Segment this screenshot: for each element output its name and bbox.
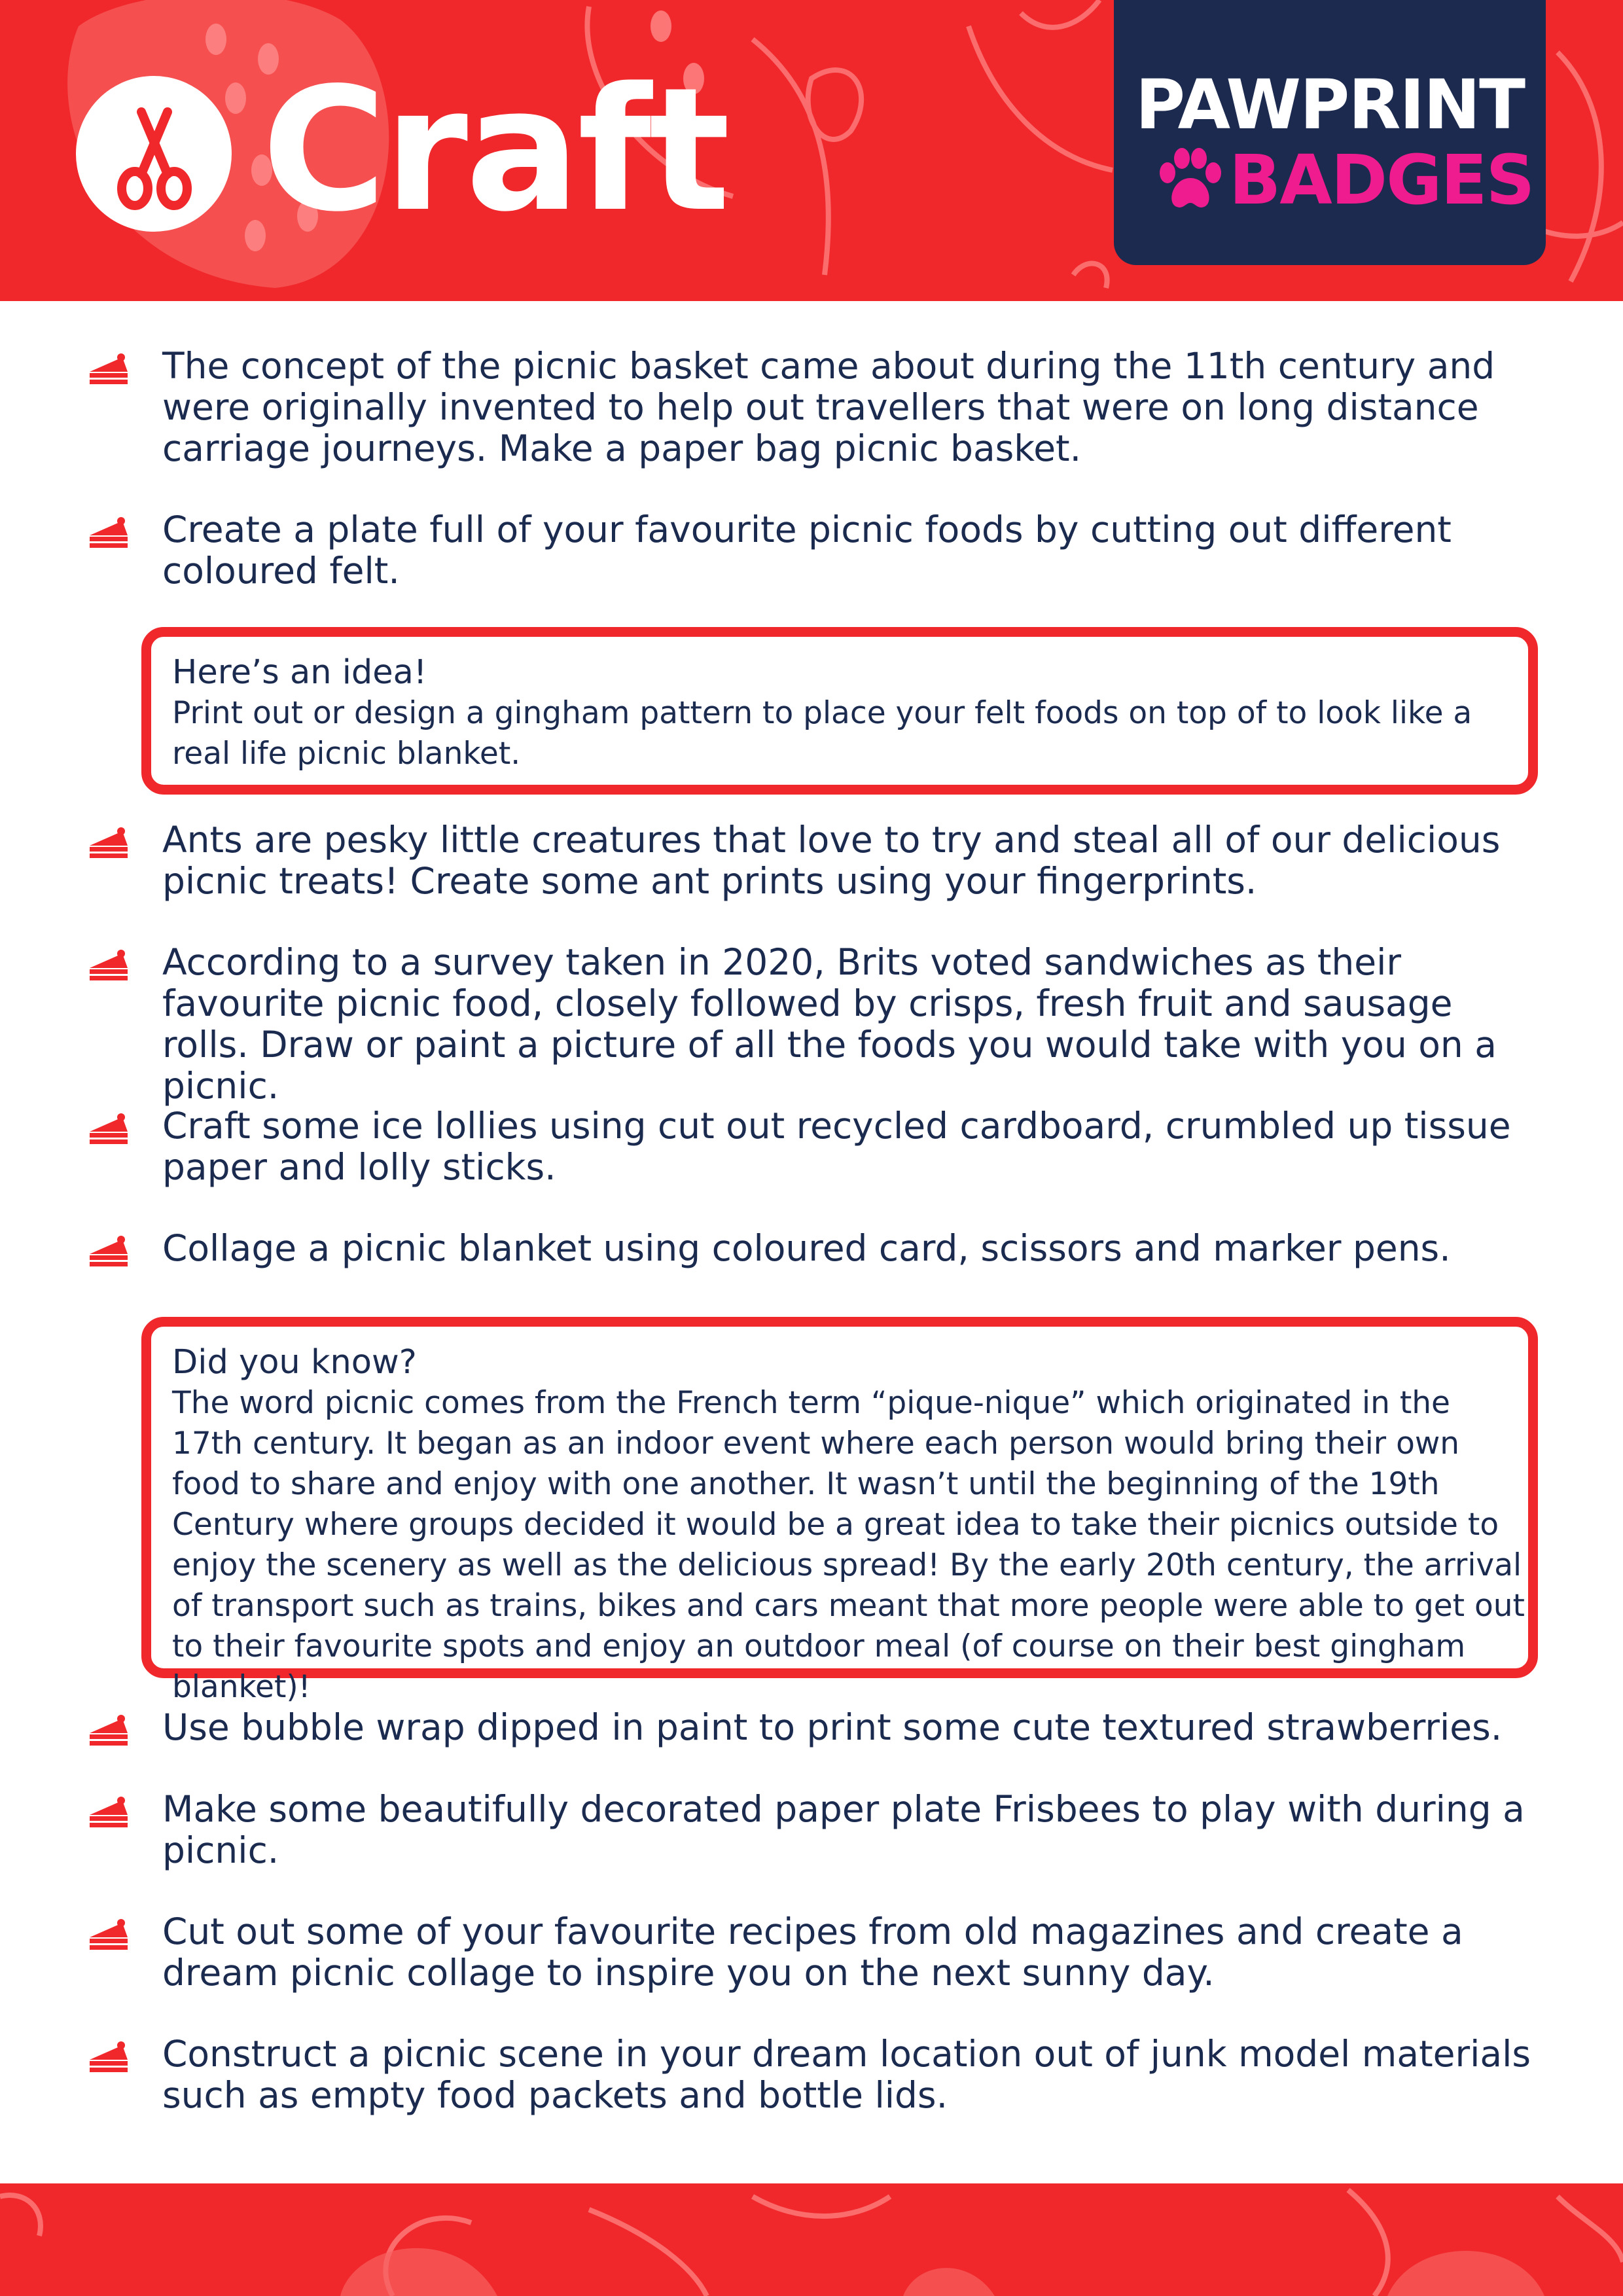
pawprint-badges-logo	[1114, 0, 1546, 265]
header-banner	[0, 0, 1623, 301]
page-title: Craft	[262, 52, 728, 249]
list-item-text: Make some beautifully decorated paper plate Frisbees to play with during a picnic.	[162, 1788, 1525, 1871]
cake-slice-icon	[87, 826, 130, 863]
list-item-text: Collage a picnic blanket using coloured card, scissors and marker pens.	[162, 1227, 1451, 1269]
cake-slice-icon	[87, 2040, 130, 2077]
fact-box-body: The word picnic comes from the French term “pique-nique” which originated in the 17th century. It began as an indoor event where each person would bring their own food to share and enjoy with one another. It wasn’t until the beginning of the 19th Century where groups decided it would be a great idea to take their picnics outside to enjoy the scenery as well as the delicious spread! By the early 20th century, the arrival of transport such as trains, bikes and cars meant that more people were able to get out to their favourite spots and enjoy an outdoor meal (of course on their best gingham blanket)!	[172, 1385, 1525, 1705]
list-item-text: Craft some ice lollies using cut out recycled cardboard, crumbled up tissue paper and lolly sticks.	[162, 1105, 1511, 1188]
list-item-text: Use bubble wrap dipped in paint to print some cute textured strawberries.	[162, 1706, 1503, 1748]
fact-box	[141, 1317, 1538, 1705]
strawberry-pattern-decoration	[0, 2183, 1623, 2296]
cake-slice-icon	[87, 352, 130, 389]
cake-slice-icon	[87, 1795, 130, 1832]
list-item-text: Construct a picnic scene in your dream location out of junk model materials such as empty food packets and bottle lids.	[162, 2033, 1531, 2116]
logo-bottom-row	[1153, 141, 1533, 219]
scissors-icon	[76, 76, 232, 232]
idea-box	[141, 627, 1538, 795]
cake-slice-icon	[87, 948, 130, 985]
list-item-text: Cut out some of your favourite recipes from old magazines and create a dream picnic collage to inspire you on the next sunny day.	[162, 1910, 1463, 1994]
idea-box-title: Here’s an idea!	[172, 653, 427, 692]
paw-icon	[1153, 144, 1225, 216]
fact-box-title: Did you know?	[172, 1343, 417, 1382]
cake-slice-icon	[87, 1112, 130, 1149]
cake-slice-icon	[87, 1234, 130, 1271]
cake-slice-icon	[87, 1713, 130, 1750]
idea-box-body: Print out or design a gingham pattern to place your felt foods on top of to look like a real life picnic blanket.	[172, 695, 1472, 772]
list-item-text: Create a plate full of your favourite picnic foods by cutting out different coloured felt.	[162, 509, 1452, 592]
logo-text-badges: BADGES	[1229, 140, 1534, 220]
cake-slice-icon	[87, 1918, 130, 1954]
list-item-text: The concept of the picnic basket came about during the 11th century and were originally invented to help out travellers that were on long distance carriage journeys. Make a paper bag picnic basket.	[162, 345, 1495, 469]
footer-banner	[0, 2183, 1623, 2296]
list-item-text: Ants are pesky little creatures that love to try and steal all of our delicious picnic treats! Create some ant prints using your fingerprints.	[162, 819, 1501, 902]
cake-slice-icon	[87, 516, 130, 552]
scissors-icon-badge	[76, 76, 232, 232]
logo-text-pawprint: PAWPRINT	[1135, 65, 1525, 145]
list-item-text: According to a survey taken in 2020, Brits voted sandwiches as their favourite picnic food, closely followed by crisps, fresh fruit and sausage rolls. Draw or paint a picture of all the foods you would take with you on a picnic.	[162, 941, 1497, 1107]
